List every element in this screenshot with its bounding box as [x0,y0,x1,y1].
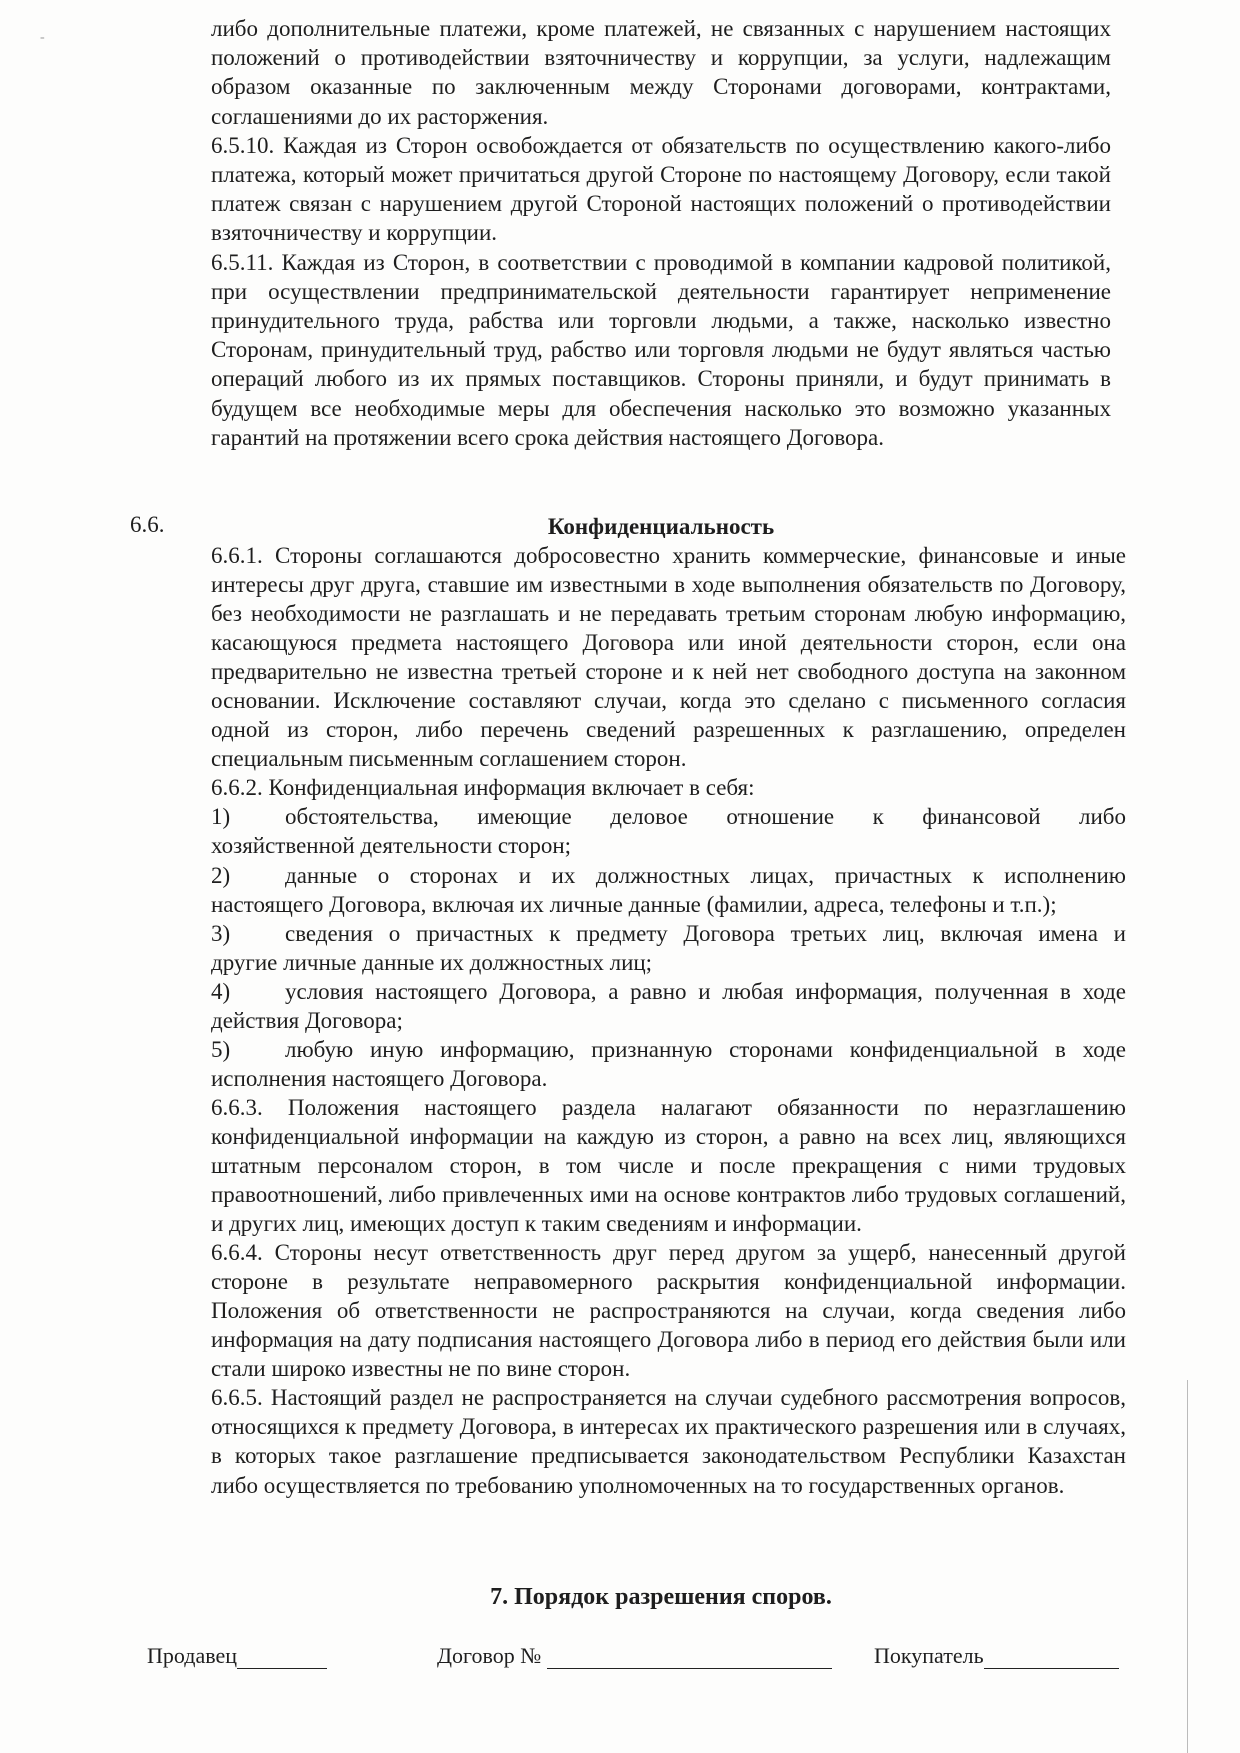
list-number: 2) [211,862,231,888]
paragraph-continuation: либо дополнительные платежи, кроме платежей, не связанных с нарушением настоящих положений о противодействии взяточничеству и коррупции, за услуги, надлежащим образом оказанные по заключенным между Сторонами договорами, контрактами, соглашениями до их расторжения. [211,16,1111,129]
contract-number [437,1643,832,1669]
section-7-title: 7. Порядок разрешения споров. [490,1584,832,1610]
paragraph-6-6-3: 6.6.3. Положения настоящего раздела налагают обязанности по неразглашению конфиденциальной информации на каждую из сторон, а равно на всех лиц, являющихся штатным персоналом сторон, в том числе и после прекращения с ними трудовых правоотношений, либо привлеченных ими на основе контрактов либо трудовых соглашений, и других лиц, имеющих доступ к таким сведениям и информации. [211,1094,1126,1237]
seller-signature-line [237,1646,327,1669]
paragraph-6-6-4: 6.6.4. Стороны несут ответственность друг перед другом за ущерб, нанесенный другой стороне в результате неправомерного раскрытия конфиденциальной информации. Положения об ответственности не распространяются на случаи, когда сведения либо информация на дату подписания настоящего Договора либо в период его действия были или стали широко известны не по вине сторон. [211,1240,1126,1382]
list-text: сведения о причастных к предмету Договора третьих лиц, включая имена и [285,920,1126,946]
list-number: 1) [211,804,231,830]
paragraph-6-6-1: 6.6.1. Стороны соглашаются добросовестно хранить коммерческие, финансовые и иные интересы друг друга, ставшие им известными в ходе выполнения обязательств по Договору, без необходимости не разглашать и не передавать третьим сторонам любую информацию, касающуюся предмета настоящего Договора или иной деятельности сторон, если она предварительно не известна третьей стороне и к ней нет свободного доступа на законном основании. Исключение составляют случаи, когда это сделано с письменного согласия одной из сторон, либо перечень сведений разрешенных к разглашению, определен специальным письменным соглашением сторон. [211,543,1126,772]
list-text-cont: действия Договора; [211,1007,403,1033]
buyer-label: Покупатель [874,1643,984,1668]
list-number: 3) [211,920,231,946]
top-text-block [211,14,1111,452]
list-item [211,1035,1126,1093]
contract-number-line [547,1646,832,1669]
list-text: условия настоящего Договора, а равно и любая информация, полученная в ходе [285,978,1126,1004]
list-item [211,802,1126,860]
list-item [211,919,1126,977]
list-text: любую иную информацию, признанную сторонами конфиденциальной в ходе [285,1036,1126,1062]
section-number: 6.6. [130,512,165,537]
paragraph-6-6-2: 6.6.2. Конфиденциальная информация включает в себя: [211,775,755,801]
list-text-cont: настоящего Договора, включая их личные данные (фамилии, адреса, телефоны и т.п.); [211,891,1057,917]
list-text-cont: хозяйственной деятельности сторон; [211,833,572,859]
section-title: Конфиденциальность [547,514,775,539]
paragraph-6-5-11: 6.5.11. Каждая из Сторон, в соответствии с проводимой в компании кадровой политикой, при осуществлении предпринимательской деятельности гарантирует неприменение принудительного труда, рабства или торговли людьми, а также, насколько известно Сторонам, принудительный труд, рабство или торговля людьми не будут являться частью операций любого из их прямых поставщиков. Стороны приняли, и будут принимать в будущем все необходимые меры для обеспечения насколько это возможно указанных гарантий на протяжении всего срока действия настоящего Договора. [211,249,1111,450]
contract-label: Договор № [437,1643,542,1668]
list-text-cont: другие личные данные их должностных лиц; [211,949,653,975]
paragraph-6-5-10: 6.5.10. Каждая из Сторон освобождается от обязательств по осуществлению какого-либо платежа, который может причитаться другой Стороне по настоящему Договору, если такой платеж связан с нарушением другой Стороной настоящих положений о противодействии взяточничеству и коррупции. [211,132,1111,246]
list-text: данные о сторонах и их должностных лицах, причастных к исполнению [285,862,1126,888]
paragraph-6-6-5: 6.6.5. Настоящий раздел не распространяется на случаи судебного рассмотрения вопросов, относящихся к предмету Договора, в интересах их практического разрешения или в случаях, в которых такое разглашение предписывается законодательством Республики Казахстан либо осуществляется по требованию уполномоченных на то государственных органов. [211,1385,1126,1498]
list-text-cont: исполнения настоящего Договора. [211,1065,548,1091]
seller-label: Продавец [147,1643,238,1668]
list-item [211,861,1126,919]
signature-footer [0,1643,1240,1683]
list-number: 5) [211,1036,231,1062]
list-item [211,977,1126,1035]
seller-signature [147,1643,327,1669]
buyer-signature [874,1643,1119,1669]
confidentiality-block [211,541,1126,1500]
buyer-signature-line [984,1646,1119,1669]
list-text: обстоятельства, имеющие деловое отношение к финансовой либо [285,804,1126,830]
list-number: 4) [211,978,231,1004]
scan-speck: - [40,30,45,45]
scan-edge-line [1187,1380,1188,1753]
